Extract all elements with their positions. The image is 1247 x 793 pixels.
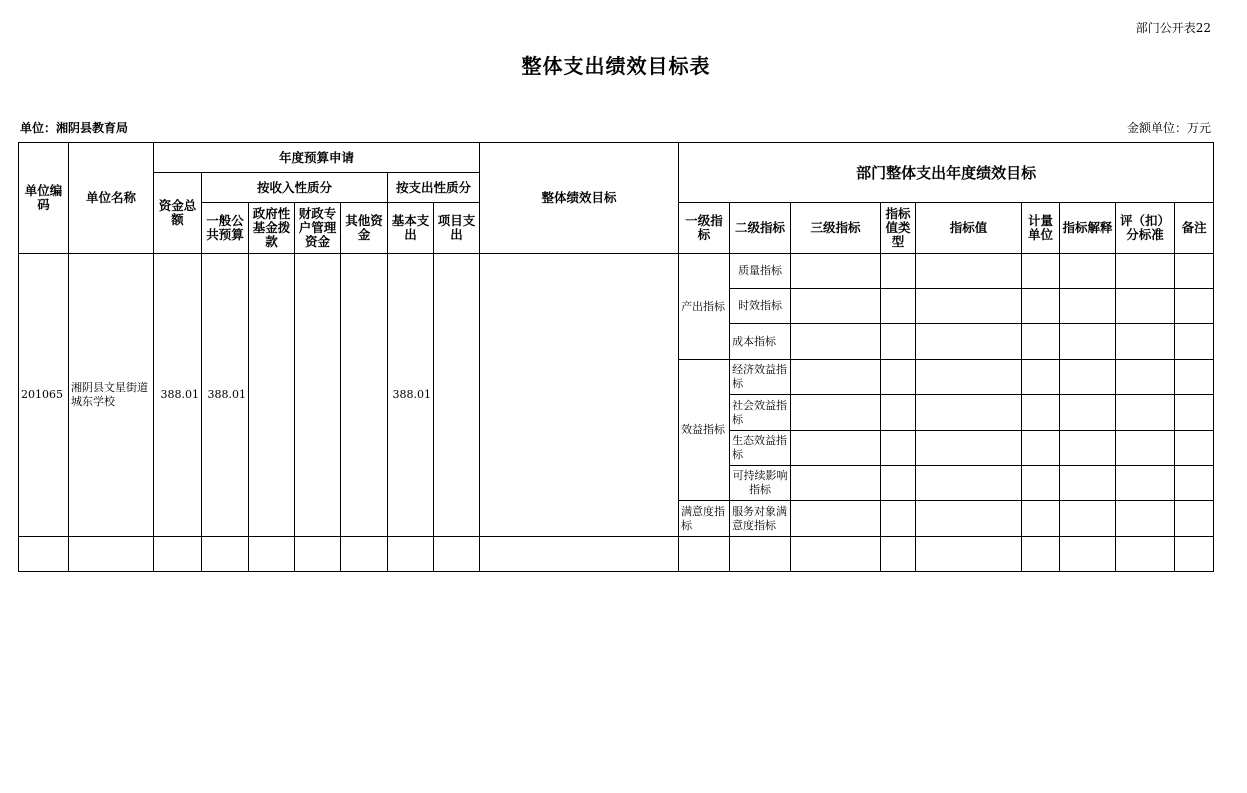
cell-basic-expense: 388.01 bbox=[388, 254, 434, 537]
amount-unit-label: 金额单位：万元 bbox=[1126, 121, 1211, 135]
level2-service-satisfaction: 服务对象满意度指标 bbox=[730, 501, 791, 537]
table-row bbox=[19, 254, 1214, 289]
page-title: 整体支出绩效目标表 bbox=[521, 54, 711, 78]
cell-total-funds: 388.01 bbox=[154, 254, 202, 537]
cell-other-funds bbox=[341, 254, 388, 537]
header-special-mgmt: 财政专户管理资金 bbox=[295, 203, 341, 254]
level2-social: 社会效益指标 bbox=[730, 395, 791, 431]
level2-cost: 成本指标 bbox=[730, 324, 791, 360]
level2-sustainable: 可持续影响指标 bbox=[730, 466, 791, 501]
level2-economic: 经济效益指标 bbox=[730, 360, 791, 395]
header-basic-expense: 基本支出 bbox=[388, 203, 434, 254]
performance-goal-table bbox=[18, 142, 1214, 572]
level1-output: 产出指标 bbox=[679, 254, 730, 360]
header-gov-fund: 政府性基金拨款 bbox=[249, 203, 295, 254]
header-other-funds: 其他资金 bbox=[341, 203, 388, 254]
cell-special-mgmt bbox=[295, 254, 341, 537]
header-level3: 三级指标 bbox=[791, 203, 881, 254]
header-scoring: 评（扣）分标准 bbox=[1116, 203, 1175, 254]
header-remarks: 备注 bbox=[1175, 203, 1214, 254]
unit-label: 单位：湘阴县教育局 bbox=[20, 121, 129, 135]
level2-timeliness: 时效指标 bbox=[730, 289, 791, 324]
header-measure-unit: 计量单位 bbox=[1022, 203, 1060, 254]
level1-satisfaction: 满意度指标 bbox=[679, 501, 730, 537]
header-overall-goal: 整体绩效目标 bbox=[480, 143, 679, 254]
header-unit-name: 单位名称 bbox=[69, 143, 154, 254]
header-by-income: 按收入性质分 bbox=[202, 173, 388, 203]
header-annual-budget: 年度预算申请 bbox=[154, 143, 480, 173]
cell-general-budget: 388.01 bbox=[202, 254, 249, 537]
cell-overall-goal bbox=[480, 254, 679, 537]
table-number-note: 部门公开表22 bbox=[1135, 21, 1211, 35]
header-project-expense: 项目支出 bbox=[434, 203, 480, 254]
header-explanation: 指标解释 bbox=[1060, 203, 1116, 254]
header-dept-goal: 部门整体支出年度绩效目标 bbox=[679, 143, 1214, 203]
cell-unit-code: 201065 bbox=[19, 254, 69, 537]
header-level1: 一级指标 bbox=[679, 203, 730, 254]
level2-ecological: 生态效益指标 bbox=[730, 431, 791, 466]
cell-gov-fund bbox=[249, 254, 295, 537]
header-general-budget: 一般公共预算 bbox=[202, 203, 249, 254]
header-unit-code: 单位编码 bbox=[19, 143, 69, 254]
header-by-expense: 按支出性质分 bbox=[388, 173, 480, 203]
table-row-empty bbox=[19, 537, 1214, 572]
header-indicator-value: 指标值 bbox=[916, 203, 1022, 254]
header-value-type: 指标值类型 bbox=[881, 203, 916, 254]
cell-project-expense bbox=[434, 254, 480, 537]
level2-quality: 质量指标 bbox=[730, 254, 791, 289]
header-total-funds: 资金总额 bbox=[154, 173, 202, 254]
level1-benefit: 效益指标 bbox=[679, 360, 730, 501]
header-level2: 二级指标 bbox=[730, 203, 791, 254]
cell-unit-name: 湘阴县文星街道城东学校 bbox=[69, 254, 154, 537]
